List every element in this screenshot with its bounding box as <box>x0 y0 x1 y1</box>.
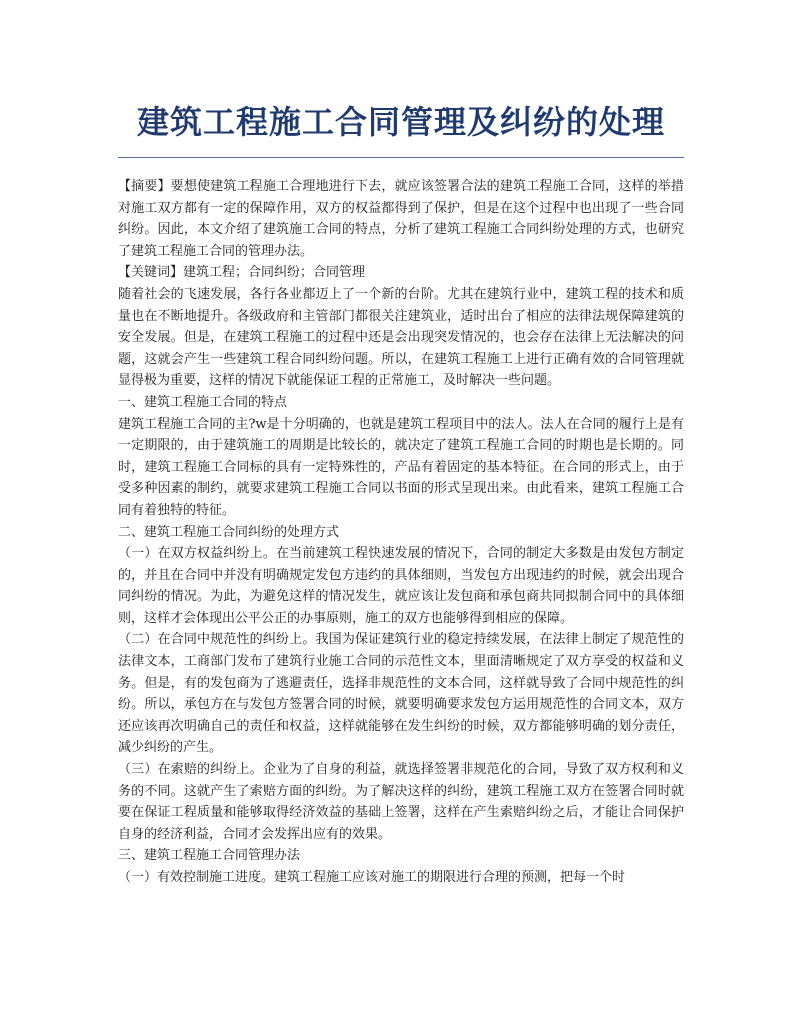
section-heading-1: 一、建筑工程施工合同的特点 <box>118 394 288 410</box>
intro-paragraph: 随着社会的飞速发展，各行各业都迈上了一个新的台阶。尤其在建筑行业中，建筑工程的技术和质量也在不断地提升。各级政府和主管部门都很关注建筑业，适时出台了相应的法律法规保障建筑的安全发展。但是，在建筑工程施工的过程中还是会出现突发情况的，也会存在法律上无法解决的问题，这就会产生一些建筑工程合同纠纷问题。所以，在建筑工程施工上进行正确有效的合同管理就显得极为重要，这样的情况下就能保证工程的正常施工，及时解决一些问题。 <box>118 286 684 389</box>
body-paragraph: （一）在双方权益纠纷上。在当前建筑工程快速发展的情况下，合同的制定大多数是由发包方制定的，并且在合同中并没有明确规定发包方违约的具体细则，当发包方出现违约的时候，就会出现合同纠纷的情况。为此，为避免这样的情况发生，就应该让发包商和承包商共同拟制合同中的具体细则，这样才会体现出公平公正的办事原则，施工的双方也能够得到相应的保障。 <box>118 546 684 626</box>
body-paragraph: （一）有效控制施工进度。建筑工程施工应该对施工的期限进行合理的预测，把每一个时 <box>118 870 626 885</box>
abstract-paragraph: 【摘要】要想使建筑工程施工合理地进行下去，就应该签署合法的建筑工程施工合同，这样的举措对施工双方都有一定的保障作用，双方的权益都得到了保护，但是在这个过程中也出现了一些合同纠纷。因此，本文介绍了建筑施工合同的特点，分析了建筑工程施工合同纠纷处理的方式，也研究了建筑工程施工合同的管理办法。 <box>118 179 684 259</box>
keywords-paragraph: 【关键词】建筑工程；合同纠纷；合同管理 <box>118 265 366 281</box>
body-paragraph: 建筑工程施工合同的主?w是十分明确的，也就是建筑工程项目中的法人。法人在合同的履行上是有一定期限的，由于建筑施工的周期是比较长的，就决定了建筑工程施工合同的时期也是长期的。同时，建筑工程施工合同标的具有一定特殊性的，产品有着固定的基本特征。在合同的形式上，由于受多种因素的制约，就要求建筑工程施工合同以书面的形式呈现出来。由此看来，建筑工程施工合同有着独特的特征。 <box>118 416 684 518</box>
body-paragraph: （二）在合同中规范性的纠纷上。我国为保证建筑行业的稳定持续发展，在法律上制定了规范性的法律文本，工商部门发布了建筑行业施工合同的示范性文本，里面清晰规定了双方享受的权益和义务。但是，有的发包商为了逃避责任，选择非规范性的文本合同，这样就导致了合同中规范性的纠纷。所以，承包方在与发包方签署合同的时候，就要明确要求发包方运用规范性的合同文本，双方还应该再次明确自己的责任和权益，这样就能够在发生纠纷的时候，双方都能够明确的划分责任，减少纠纷的产生。 <box>118 632 684 756</box>
section-heading-2: 二、建筑工程施工合同纠纷的处理方式 <box>118 524 340 540</box>
title-divider <box>118 157 684 158</box>
section-heading-3: 三、建筑工程施工合同管理办法 <box>118 848 301 864</box>
body-paragraph: （三）在索赔的纠纷上。企业为了自身的利益，就选择签署非规范化的合同，导致了双方权利和义务的不同。这就产生了索赔方面的纠纷。为了解决这样的纠纷，建筑工程施工双方在签署合同时就要在保证工程质量和能够取得经济效益的基础上签署，这样在产生索赔纠纷之后，才能让合同保护自身的经济利益，合同才会发挥出应有的效果。 <box>118 762 684 842</box>
document-title: 建筑工程施工合同管理及纠纷的处理 <box>136 103 665 141</box>
document-body <box>118 176 684 889</box>
